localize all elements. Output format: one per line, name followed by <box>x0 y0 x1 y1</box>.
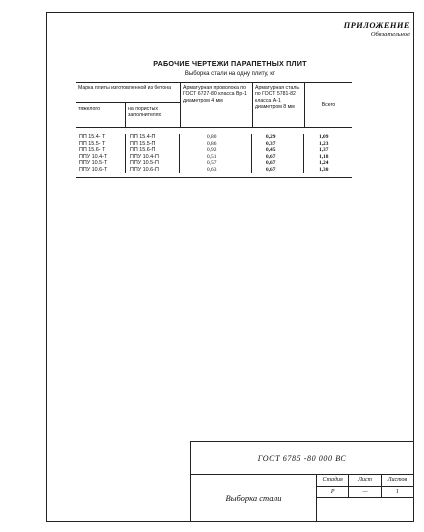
table-cell: ПП 15.4- Т <box>79 134 106 140</box>
table-cell: ППУ 10.4-П <box>130 153 159 160</box>
header-steel: Арматурная сталь по ГОСТ 5781-82 класса А-1 диаметром 8 мм <box>253 83 305 127</box>
table-cell: 1,24 <box>319 160 329 166</box>
header-heavy: тяжелого <box>76 103 126 127</box>
sheets-value: 1 <box>395 489 399 495</box>
column-heavy <box>76 134 126 173</box>
table-cell: 1,37 <box>319 147 329 153</box>
stamp-grid <box>317 475 413 498</box>
appendix-title: ПРИЛОЖЕНИЕ <box>343 20 410 30</box>
table-cell: ПП 15.5- Т <box>79 140 106 147</box>
document-subtitle: Выборка стали на одну плиту, кг <box>184 71 276 77</box>
title-block <box>190 441 414 522</box>
table-cell: ППУ 10.5-П <box>130 160 159 166</box>
table-cell: 0,51 <box>207 153 217 160</box>
column-porous <box>126 134 180 173</box>
table-cell: ППУ 10.5-Т <box>79 160 108 166</box>
header-total: Всего <box>321 101 336 108</box>
table-cell: ПП 15.6-П <box>130 147 156 153</box>
table-cell: 1,09 <box>319 134 329 140</box>
table-cell: 1,23 <box>319 140 329 147</box>
appendix-label <box>344 20 410 38</box>
table-body <box>76 128 352 177</box>
sheet-label: Лист <box>349 475 380 487</box>
header-group-brand <box>76 83 181 127</box>
header-brand: Марка плиты изготовленной из бетона <box>76 83 180 103</box>
sheets-label: Листов <box>382 475 413 487</box>
table-cell: 0,67 <box>266 153 276 160</box>
table-cell: ППУ 10.6-Т <box>79 166 108 173</box>
sheet-value: — <box>362 489 368 495</box>
stage-value: Р <box>330 489 335 495</box>
table-cell: 0,63 <box>207 166 217 173</box>
table-cell: ПП 15.6- Т <box>79 147 106 153</box>
table-cell: ППУ 10.4-Т <box>79 153 108 160</box>
table-cell: 0,67 <box>266 160 276 166</box>
header-porous: на пористых заполнителях <box>128 106 162 119</box>
table-cell: 0,92 <box>207 147 217 153</box>
table-cell: ПП 15.4-П <box>130 134 156 140</box>
document-title: РАБОЧИЕ ЧЕРТЕЖИ ПАРАПЕТНЫХ ПЛИТ <box>153 59 307 68</box>
document-code: ГОСТ 6785 -80 000 ВС <box>191 442 413 475</box>
column-wire <box>180 134 252 173</box>
sheet-name: Выборка стали <box>191 475 317 521</box>
table-cell: 1,30 <box>319 166 329 173</box>
table-cell: ПП 15.5-П <box>130 140 156 147</box>
column-total <box>304 134 352 173</box>
stage-label: Стадия <box>317 475 348 487</box>
appendix-subtitle: Обязательное <box>370 31 410 38</box>
table-cell: ППУ 10.6-П <box>130 166 159 173</box>
table-cell: 0,67 <box>266 166 276 173</box>
header-wire: Арматурная проволока по ГОСТ 6727-80 класса Вр-1 диаметром 4 мм <box>181 83 253 127</box>
table-cell: 1,18 <box>319 153 329 160</box>
table-header <box>76 83 352 128</box>
table-cell: 0,86 <box>207 140 217 147</box>
table-cell: 0,57 <box>207 160 217 166</box>
table-cell: 0,29 <box>266 134 276 140</box>
steel-table <box>76 82 352 178</box>
table-cell: 0,37 <box>266 140 276 147</box>
table-cell: 0,80 <box>207 134 217 140</box>
column-steel <box>252 134 304 173</box>
table-cell: 0,45 <box>266 147 276 153</box>
